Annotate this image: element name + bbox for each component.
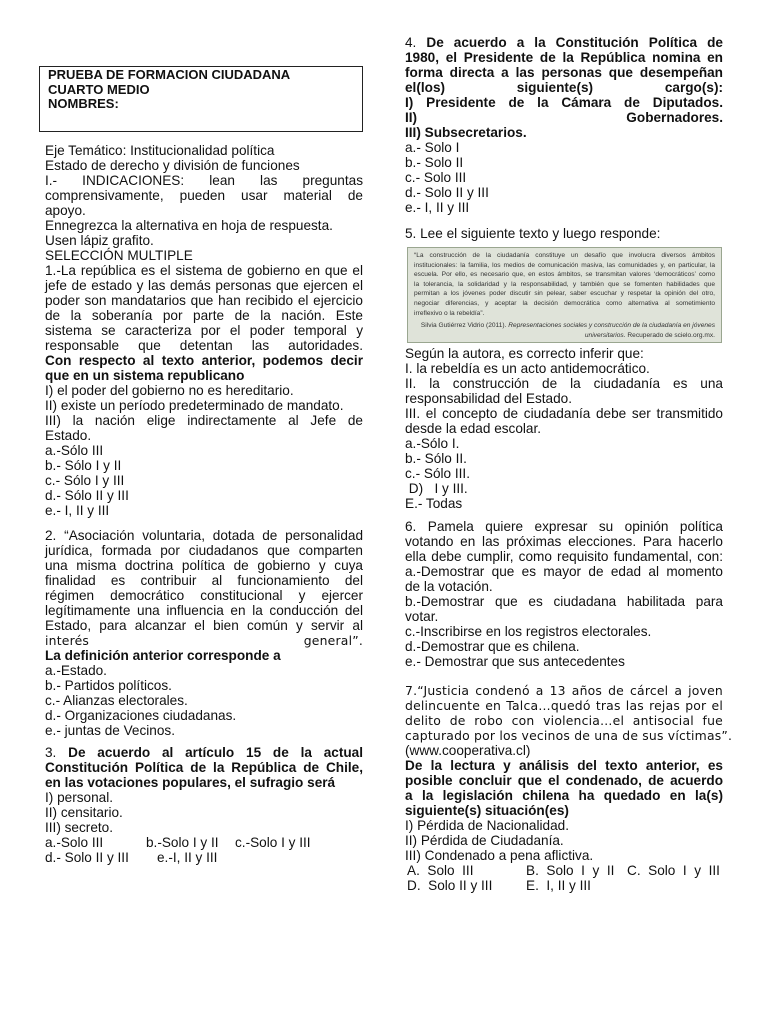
q5-source-title-end: universitarios (584, 331, 624, 339)
q1-option-c[interactable]: c.- Sólo I y III (45, 473, 125, 488)
q6-text-line: votando en las próximas elecciones. Para hacerlo (405, 534, 723, 549)
q4-question: 1980, el Presidente de la República nomina en (405, 50, 723, 65)
q5-option-d[interactable]: D) I y III. (405, 481, 468, 496)
q5-option-e[interactable]: E.- Todas (405, 496, 463, 511)
q7-text-line: 7.“Justicia condenó a 13 años de cárcel a joven (405, 683, 723, 698)
q2-text-line: legítimamente una influencia en la conducción del (45, 603, 363, 618)
q6-option-a[interactable]: a.-Demostrar que es mayor de edad al momento (405, 564, 723, 579)
q7-question: posible concluir que el condenado, de acuerdo (405, 773, 723, 788)
q3-question: Constitución Política de la República de Chile, (45, 760, 363, 775)
q2-text-line-last (45, 633, 363, 648)
q2-text-line: finalidad es contribuir al funcionamiento del (45, 573, 363, 588)
q2-text-line: jurídica, formada por ciudadanos que comparten (45, 543, 363, 558)
q5-source-ref: . Recuperado de scielo.org.mx. (623, 331, 715, 339)
q4-statement: III) Subsecretarios. (405, 125, 527, 140)
q5-intro: 5. Lee el siguiente texto y luego responde: (405, 226, 661, 241)
q6-option-c[interactable]: c.-Inscribirse en los registros electorales. (405, 624, 652, 639)
q2-text-line: régimen democrático constitucional y ejercer (45, 588, 363, 603)
q3-question (45, 745, 363, 760)
q6-option-a-cont[interactable]: de la votación. (405, 579, 493, 594)
q7-statement: I) Pérdida de Nacionalidad. (405, 818, 569, 833)
q4-statement: I) Presidente de la Cámara de Diputados. (405, 95, 723, 110)
q3-option-b[interactable]: b.-Solo I y II (146, 835, 219, 850)
q7-option-e[interactable]: E. I, II y III (526, 878, 591, 893)
q2-option-d[interactable]: d.- Organizaciones ciudadanas. (45, 708, 237, 723)
q5-statement: II. la construcción de la ciudadanía es una (405, 376, 723, 391)
q5-quote-source (414, 321, 715, 331)
q6-option-d[interactable]: d.-Demostrar que es chilena. (405, 639, 580, 654)
q3-options (45, 835, 363, 865)
test-header-box (39, 66, 363, 132)
q1-option-e[interactable]: e.- I, II y III (45, 503, 110, 518)
question-1 (45, 263, 363, 518)
q1-option-a[interactable]: a.-Sólo III (45, 443, 104, 458)
intro-section (45, 143, 363, 263)
q7-text-line: delincuente en Talca…quedó tras las rejas por el (405, 698, 723, 713)
q1-statement: II) existe un período predeterminado de mandato. (45, 398, 344, 413)
q4-option-e[interactable]: e.- I, II y III (405, 200, 470, 215)
q4-question: forma directa a las personas que desempeñan (405, 65, 723, 80)
names-label: NOMBRES: (48, 96, 119, 111)
q5-option-a[interactable]: a.-Sólo I. (405, 436, 460, 451)
test-title: PRUEBA DE FORMACION CIUDADANA (48, 67, 291, 82)
question-5-intro (405, 226, 723, 241)
q2-text-line: Estado, para alcanzar el bien común y servir al (45, 618, 363, 633)
q2-option-a[interactable]: a.-Estado. (45, 663, 107, 678)
q7-statement: II) Pérdida de Ciudadanía. (405, 833, 564, 848)
q7-question: De la lectura y análisis del texto anterior, es (405, 758, 723, 773)
question-3 (45, 745, 363, 865)
test-level: CUARTO MEDIO (48, 81, 150, 97)
q7-option-a[interactable]: A. Solo III (407, 863, 474, 878)
q4-question: el(los) siguiente(s) cargo(s): (405, 80, 723, 95)
q5-statement: responsabilidad del Estado. (405, 391, 573, 406)
topic: Estado de derecho y división de funciones (45, 158, 300, 173)
q1-text-line: 1.-La república es el sistema de gobierno en que el (45, 263, 363, 278)
q3-option-e[interactable]: e.-I, II y III (157, 850, 218, 865)
q3-question: en las votaciones populares, el sufragio será (45, 775, 336, 790)
q7-option-d[interactable]: D. Solo II y III (407, 878, 493, 893)
q5-quote-line: institucionales: la familia, los medios de comunicación masiva, las comunidades y, en particular, la (414, 261, 715, 269)
q7-text-line: capturado por los vecinos de una de sus víctimas”. (405, 728, 733, 743)
instructions-line: Usen lápiz grafito. (45, 233, 154, 248)
thematic-axis: Eje Temático: Institucionalidad política (45, 143, 275, 158)
q1-statement: III) la nación elige indirectamente al Jefe de (45, 413, 363, 428)
q4-number: 4. (405, 35, 427, 50)
q2-word-interes: interés (45, 633, 90, 648)
q3-option-a[interactable]: a.-Solo III (45, 835, 104, 850)
q3-question-text: De acuerdo al artículo 15 de la actual (68, 745, 363, 760)
section-title: SELECCIÓN MULTIPLE (45, 248, 193, 263)
question-5 (405, 346, 723, 511)
q5-statement: III. el concepto de ciudadanía debe ser transmitido (405, 406, 723, 421)
q4-option-c[interactable]: c.- Solo III (405, 170, 467, 185)
q5-source-title: Representaciones sociales y construcción de la ciudadanía en jóvenes (508, 322, 715, 330)
instructions-line: Ennegrezca la alternativa en hoja de respuesta. (45, 218, 333, 233)
q1-option-d[interactable]: d.- Sólo II y III (45, 488, 129, 503)
q2-text-line: una misma doctrina política de gobierno y cuya (45, 558, 363, 573)
q1-text-line: responsable que detentan las autoridades. (45, 338, 363, 353)
q4-question (405, 35, 723, 50)
q6-option-b-cont[interactable]: votar. (405, 609, 439, 624)
q1-text-line: de la soberanía por parte de la nación. Este (45, 308, 363, 323)
q7-statement: III) Condenado a pena aflictiva. (405, 848, 594, 863)
q1-statement: Estado. (45, 428, 92, 443)
q7-text-line: delito de robo con violencia…el antisocial fue (405, 713, 723, 728)
question-7 (405, 683, 733, 893)
q4-question-text: De acuerdo a la Constitución Política de (426, 35, 723, 50)
q4-option-b[interactable]: b.- Solo II (405, 155, 464, 170)
instructions-line: comprensivamente, pueden usar material de (45, 188, 363, 203)
q5-quote-source (414, 331, 715, 341)
q7-option-c[interactable]: C. Solo I y III (627, 863, 720, 878)
q5-quote-box (407, 247, 722, 343)
q2-option-c[interactable]: c.- Alianzas electorales. (45, 693, 188, 708)
q7-option-b[interactable]: B. Solo I y II (526, 863, 615, 878)
q6-option-b[interactable]: b.-Demostrar que es ciudadana habilitada para (405, 594, 723, 609)
q5-option-b[interactable]: b.- Sólo II. (405, 451, 467, 466)
q1-statement: I) el poder del gobierno no es hereditario. (45, 383, 294, 398)
q3-statement: II) censitario. (45, 805, 123, 820)
q3-statement: III) secreto. (45, 820, 113, 835)
q1-option-b[interactable]: b.- Sólo I y II (45, 458, 122, 473)
q5-statement: I. la rebeldía es un acto antidemocrático. (405, 361, 650, 376)
q4-option-d[interactable]: d.- Solo II y III (405, 185, 489, 200)
q4-option-a[interactable]: a.- Solo I (405, 140, 460, 155)
q1-text-line: jefe de estado y las demás personas que ejercen el (45, 278, 363, 293)
q5-quote-line: escuela. Por ello, es necesario que, en estos ámbitos, se transmitan valores ‘democráticos’ como (414, 271, 715, 279)
q3-number: 3. (45, 745, 69, 760)
q5-option-c[interactable]: c.- Sólo III. (405, 466, 470, 481)
q7-question: siguiente(s) situación(es) (405, 803, 569, 818)
q7-question: a la legislación chilena ha quedado en la(s) (405, 788, 723, 803)
q2-text-line: 2. “Asociación voluntaria, dotada de personalidad (45, 528, 363, 543)
q5-quote-line: negociar diferencias, y aceptar la decisión democrática como alternativa al sometimiento (414, 299, 715, 307)
question-2 (45, 528, 363, 738)
q5-quote-line: la tolerancia, la solidaridad y la responsabilidad, y también que se fomenten habilidades que (414, 280, 715, 288)
q1-text-line: sistema se caracteriza por el poder temporal y (45, 323, 363, 338)
q6-option-e[interactable]: e.- Demostrar que sus antecedentes (405, 654, 625, 669)
q7-options (405, 863, 723, 893)
q7-source: (www.cooperativa.cl) (405, 743, 531, 758)
q1-text-line: poder son mandatarios que han recibido el ejercicio (45, 293, 363, 308)
q6-text-line: 6. Pamela quiere expresar su opinión política (405, 519, 723, 534)
instructions-line: I.- INDICACIONES: lean las preguntas (45, 173, 363, 188)
question-4 (405, 35, 723, 215)
q1-question: Con respecto al texto anterior, podemos decir (45, 353, 363, 368)
q5-quote-line: permitan a los jóvenes poder discutir sin pelear, saber escuchar y respetar la opinión del otro, (414, 290, 715, 298)
q3-option-c[interactable]: c.-Solo I y III (235, 835, 311, 850)
q2-option-e[interactable]: e.- juntas de Vecinos. (45, 723, 175, 738)
q2-question: La definición anterior corresponde a (45, 648, 281, 663)
q3-option-d[interactable]: d.- Solo II y III (45, 850, 129, 865)
question-6 (405, 519, 723, 669)
q5-quote-line: irreflexivo o la rebeldía”. (414, 309, 485, 317)
q2-word-general: general”. (303, 633, 363, 648)
q5-statement: desde la edad escolar. (405, 421, 542, 436)
q5-source-author: Silvia Gutiérrez Vidrio (2011). (420, 322, 507, 330)
q4-statement: II) Gobernadores. (405, 110, 723, 125)
q1-question: que en un sistema republicano (45, 368, 245, 383)
q2-option-b[interactable]: b.- Partidos políticos. (45, 678, 172, 693)
q5-question: Según la autora, es correcto inferir que: (405, 346, 644, 361)
q6-text-line: ella debe cumplir, como requisito fundamental, con: (405, 549, 723, 564)
q3-statement: I) personal. (45, 790, 114, 805)
q5-quote-line: “La construcción de la ciudadanía constituye un desafío que involucra diversos ámbitos (414, 252, 715, 259)
instructions-line: apoyo. (45, 203, 86, 218)
